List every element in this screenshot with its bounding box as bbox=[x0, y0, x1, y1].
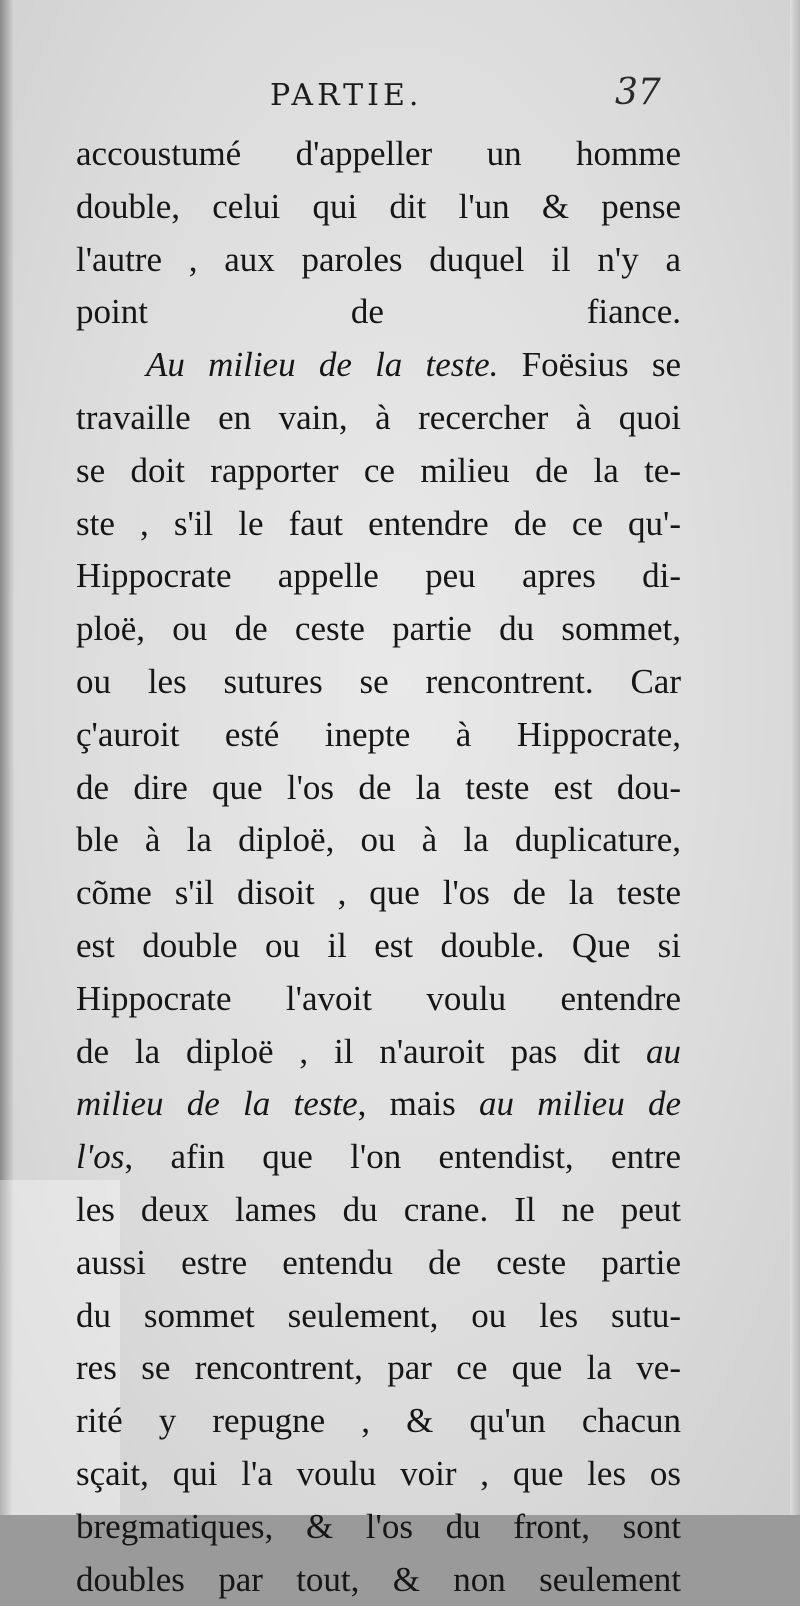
text-line bbox=[76, 1395, 681, 1448]
text-run: res se rencontrent, par ce que la ve- bbox=[76, 1348, 681, 1388]
text-run: doubles par tout, & non seulement bbox=[76, 1559, 681, 1599]
text-run: Hippocrate appelle peu apres di- bbox=[76, 556, 681, 596]
text-line bbox=[76, 973, 681, 1026]
text-run: Hippocrate l'avoit voulu entendre bbox=[76, 978, 681, 1018]
text-line bbox=[76, 234, 681, 287]
text-run: ste , s'il le faut entendre de ce qu'- bbox=[76, 503, 681, 543]
text-run: se doit rapporter ce milieu de la te- bbox=[76, 450, 681, 490]
text-line bbox=[76, 1237, 681, 1290]
text-run: , afin que l'on entendist, entre bbox=[124, 1137, 681, 1177]
text-line bbox=[76, 339, 681, 392]
text-line bbox=[76, 1078, 681, 1131]
text-line bbox=[76, 1290, 681, 1343]
text-line bbox=[76, 656, 681, 709]
italic-phrase: Au milieu de la teste. bbox=[146, 345, 499, 385]
text-run: accoustumé d'appeller un homme bbox=[76, 134, 681, 173]
text-run: du sommet seulement, ou les sutu- bbox=[76, 1295, 681, 1335]
text-run: Foësius se bbox=[498, 345, 681, 385]
text-line bbox=[76, 762, 681, 815]
text-line bbox=[76, 1131, 681, 1184]
text-line bbox=[76, 814, 681, 867]
text-run: de la diploë , il n'auroit pas dit bbox=[76, 1031, 646, 1071]
text-run: double, celui qui dit l'un & pense bbox=[76, 186, 681, 226]
text-run: sçait, qui l'a voulu voir , que les os bbox=[76, 1453, 681, 1493]
text-line bbox=[76, 1501, 681, 1554]
text-run: ç'auroit esté inepte à Hippocrate, bbox=[76, 714, 681, 754]
text-run: ou les sutures se rencontrent. Car bbox=[76, 661, 681, 701]
body-text bbox=[76, 128, 681, 1606]
text-run: point de fiance. bbox=[76, 292, 681, 332]
italic-phrase: au milieu de bbox=[478, 1084, 681, 1124]
text-line bbox=[76, 392, 681, 445]
text-line bbox=[76, 498, 681, 551]
text-run: l'autre , aux paroles duquel il n'y a bbox=[76, 239, 681, 279]
text-run: cõme s'il disoit , que l'os de la teste bbox=[76, 873, 681, 913]
text-run: travaille en vain, à recercher à quoi bbox=[76, 397, 681, 437]
text-line bbox=[76, 550, 681, 603]
text-run: aussi estre entendu de ceste partie bbox=[76, 1242, 681, 1282]
running-head: PARTIE. bbox=[270, 78, 423, 113]
page-number: 37 bbox=[615, 72, 661, 113]
text-line bbox=[76, 1448, 681, 1501]
italic-phrase: l'os bbox=[76, 1137, 125, 1177]
text-line bbox=[76, 1554, 681, 1606]
text-line bbox=[76, 867, 681, 920]
text-line bbox=[76, 1026, 681, 1079]
text-run: bregmatiques, & l'os du front, sont bbox=[76, 1506, 681, 1546]
text-line bbox=[76, 128, 681, 181]
page-edge-right bbox=[790, 0, 800, 1515]
text-line bbox=[76, 709, 681, 762]
page-header bbox=[0, 72, 800, 118]
text-run: rité y repugne , & qu'un chacun bbox=[76, 1401, 681, 1441]
text-run: est double ou il est double. Que si bbox=[76, 925, 681, 965]
italic-phrase: au bbox=[646, 1031, 681, 1071]
text-run: les deux lames du crane. Il ne peut bbox=[76, 1189, 681, 1229]
text-line bbox=[76, 1184, 681, 1237]
text-run: ble à la diploë, ou à la duplicature, bbox=[76, 820, 681, 860]
text-run: de dire que l'os de la teste est dou- bbox=[76, 767, 681, 807]
text-line bbox=[76, 603, 681, 656]
text-line bbox=[76, 920, 681, 973]
text-run: ploë, ou de ceste partie du sommet, bbox=[76, 609, 681, 649]
text-line bbox=[76, 181, 681, 234]
text-line bbox=[76, 286, 681, 339]
text-line bbox=[76, 445, 681, 498]
text-line bbox=[76, 1342, 681, 1395]
italic-phrase: milieu de la teste bbox=[76, 1084, 358, 1124]
text-run: , mais bbox=[357, 1084, 479, 1124]
